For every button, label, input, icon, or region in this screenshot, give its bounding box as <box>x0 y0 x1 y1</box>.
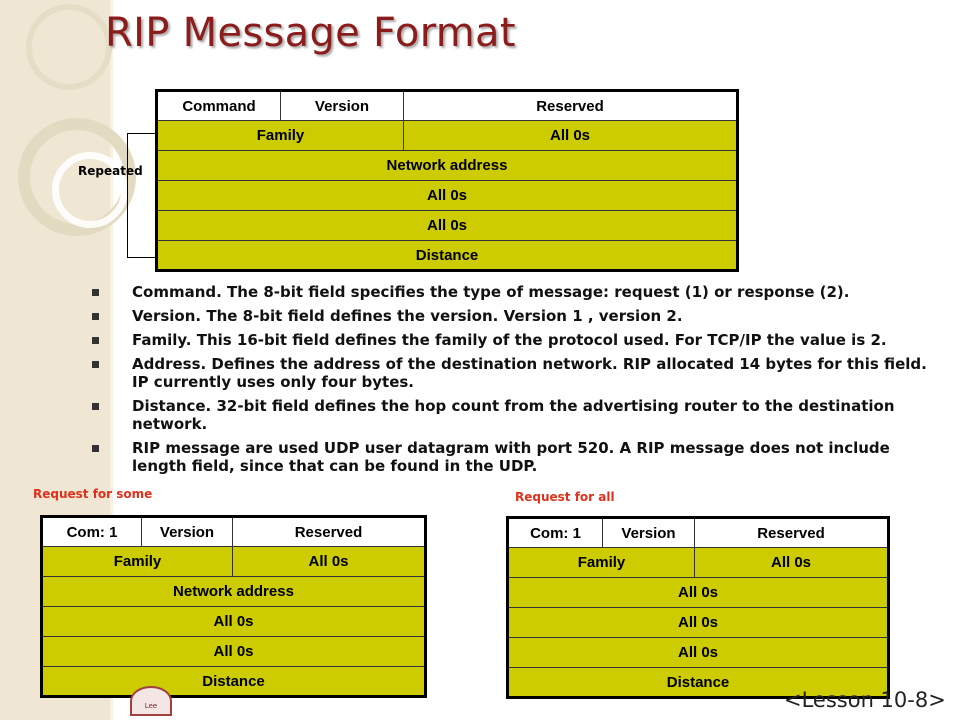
table-row <box>157 91 738 121</box>
request-for-some-label: Request for some <box>33 487 153 501</box>
network-address-field: Network address <box>157 151 738 181</box>
table-row <box>42 637 426 667</box>
bullet-text: Version. The 8-bit field defines the version. Version 1 , version 2. <box>132 307 683 325</box>
all0s-field: All 0s <box>42 637 426 667</box>
request-for-some-table <box>40 515 427 698</box>
bullet-text: RIP message are used UDP user datagram with port 520. A RIP message does not include length field, since that can be found in the UDP. <box>132 439 890 475</box>
table-row <box>42 517 426 547</box>
family-field: Family <box>508 548 695 578</box>
square-bullet-icon <box>92 337 99 344</box>
bullet-text: Address. Defines the address of the destination network. RIP allocated 14 bytes for this field. IP currently uses only four bytes. <box>132 355 927 391</box>
table-row <box>508 578 889 608</box>
list-item <box>90 307 930 325</box>
square-bullet-icon <box>92 445 99 452</box>
all0s-field: All 0s <box>508 608 889 638</box>
repeated-bracket <box>127 133 155 258</box>
table-row <box>508 608 889 638</box>
version-field: Version <box>142 517 233 547</box>
list-item <box>90 331 930 349</box>
family-field: Family <box>157 121 404 151</box>
version-field: Version <box>281 91 404 121</box>
square-bullet-icon <box>92 403 99 410</box>
table-row <box>157 181 738 211</box>
table-row <box>42 547 426 577</box>
table-row <box>157 151 738 181</box>
table-row <box>42 607 426 637</box>
bullet-text: Family. This 16-bit field defines the family of the protocol used. For TCP/IP the value is 2. <box>132 331 887 349</box>
square-bullet-icon <box>92 313 99 320</box>
reserved-field: Reserved <box>695 518 889 548</box>
list-item <box>90 283 930 301</box>
distance-field: Distance <box>42 667 426 697</box>
reserved-field: Reserved <box>233 517 426 547</box>
slide-title: RIP Message Format <box>105 10 516 56</box>
table-row <box>508 518 889 548</box>
command-field: Com: 1 <box>42 517 142 547</box>
all0s-field: All 0s <box>157 211 738 241</box>
all0s-field: All 0s <box>42 607 426 637</box>
list-item <box>90 439 930 475</box>
logo-text: Lee <box>144 702 158 710</box>
table-row <box>42 667 426 697</box>
all0s-field: All 0s <box>233 547 426 577</box>
distance-field: Distance <box>157 241 738 271</box>
all0s-field: All 0s <box>695 548 889 578</box>
rip-message-format-table <box>155 89 739 272</box>
all0s-field: All 0s <box>508 638 889 668</box>
family-field: Family <box>42 547 233 577</box>
decorative-ring-top <box>26 4 112 90</box>
table-row <box>157 121 738 151</box>
bullet-text: Distance. 32-bit field defines the hop count from the advertising router to the destination network. <box>132 397 895 433</box>
all0s-field: All 0s <box>508 578 889 608</box>
field-description-list <box>90 283 930 481</box>
request-for-all-table <box>506 516 890 699</box>
square-bullet-icon <box>92 289 99 296</box>
distance-field: Distance <box>508 668 889 698</box>
all0s-field: All 0s <box>404 121 738 151</box>
table-row <box>157 211 738 241</box>
network-address-field: Network address <box>42 577 426 607</box>
lesson-footer: <Lesson 10-8> <box>784 688 946 712</box>
table-row <box>157 241 738 271</box>
all0s-field: All 0s <box>157 181 738 211</box>
square-bullet-icon <box>92 361 99 368</box>
command-field: Command <box>157 91 281 121</box>
reserved-field: Reserved <box>404 91 738 121</box>
university-seal-logo <box>130 686 172 716</box>
list-item <box>90 397 930 433</box>
table-row <box>42 577 426 607</box>
request-for-all-label: Request for all <box>515 490 615 504</box>
table-row <box>508 548 889 578</box>
list-item <box>90 355 930 391</box>
table-row <box>508 638 889 668</box>
bullet-text: Command. The 8-bit field specifies the type of message: request (1) or response (2). <box>132 283 850 301</box>
command-field: Com: 1 <box>508 518 603 548</box>
version-field: Version <box>603 518 695 548</box>
repeated-label: Repeated <box>78 164 143 178</box>
